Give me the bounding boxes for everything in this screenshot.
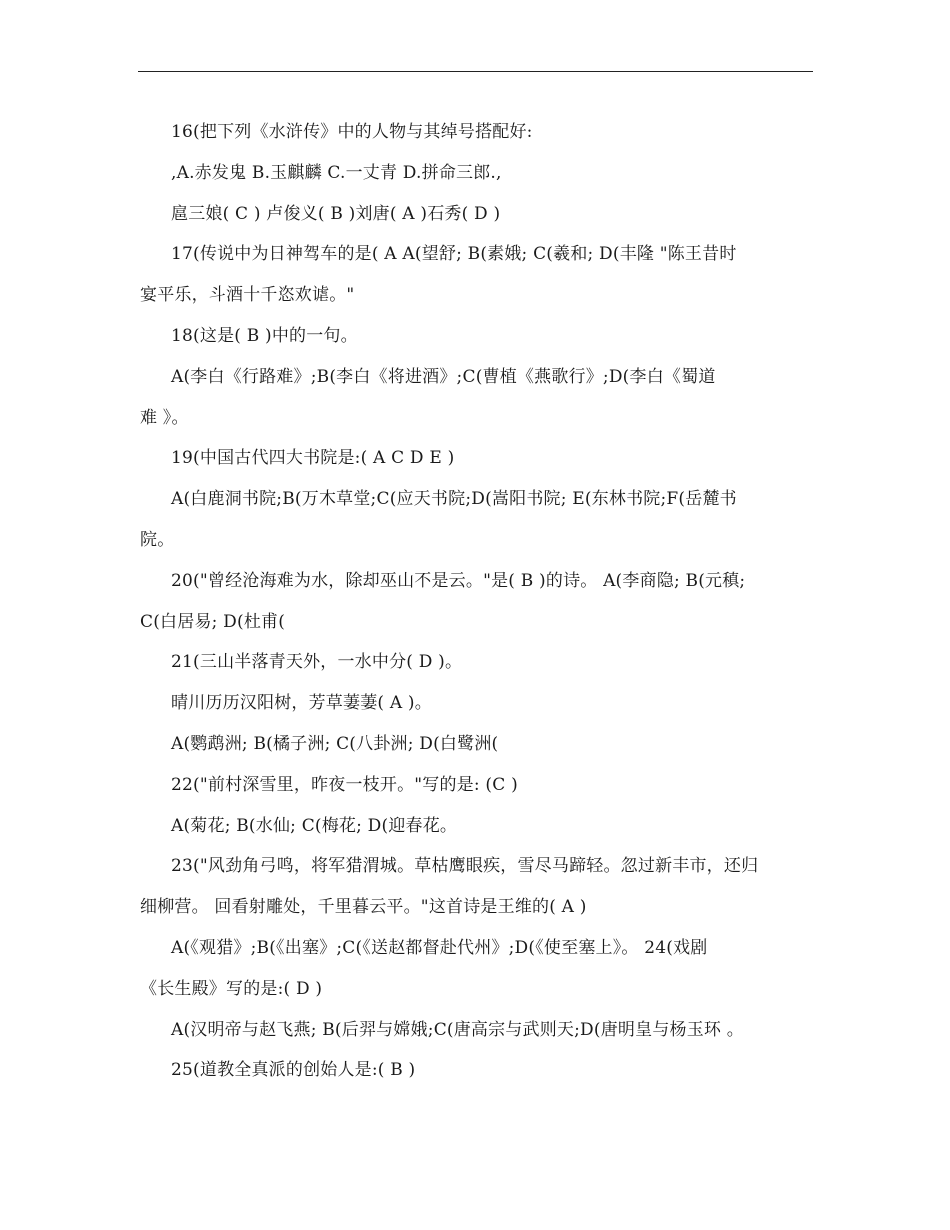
document-body: [140, 122, 812, 1101]
text-line: 20("曾经沧海难为水，除却巫山不是云。"是( B )的诗。 A(李商隐; B(元稹;: [171, 570, 746, 591]
text-line: A(汉明帝与赵飞燕; B(后羿与嫦娥;C(唐高宗与武则天;D(唐明皇与杨玉环 。: [171, 1019, 744, 1040]
header-rule: [138, 71, 813, 72]
text-line: 扈三娘( C ) 卢俊义( B )刘唐( A )石秀( D ): [171, 203, 501, 224]
text-line: A(菊花; B(水仙; C(梅花; D(迎春花。: [171, 815, 458, 836]
text-line: C(白居易; D(杜甫(: [140, 611, 286, 632]
text-line: 晴川历历汉阳树，芳草萋萋( A )。: [171, 693, 432, 714]
text-line: 17(传说中为日神驾车的是( A A(望舒; B(素娥; C(羲和; D(丰隆 "陈王昔时: [171, 244, 737, 265]
text-line: 23("风劲角弓鸣，将军猎渭城。草枯鹰眼疾，雪尽马蹄轻。忽过新丰市，还归: [171, 856, 759, 877]
text-line: 21(三山半落青天外，一水中分( D )。: [171, 652, 463, 673]
text-line: 19(中国古代四大书院是:( A C D E ): [171, 448, 455, 469]
text-line: 25(道教全真派的创始人是:( B ): [171, 1060, 416, 1081]
text-line: A(白鹿洞书院;B(万木草堂;C(应天书院;D(嵩阳书院; E(东林书院;F(岳麓书: [171, 489, 737, 510]
text-line: A(《观猎》;B(《出塞》;C(《送赵都督赴代州》;D(《使至塞上》。 24(戏剧: [171, 937, 708, 958]
text-line: 22("前村深雪里，昨夜一枝开。"写的是: (C ): [171, 774, 518, 795]
text-line: 18(这是( B )中的一句。: [171, 325, 358, 346]
text-line: 宴平乐，斗酒十千恣欢谑。": [140, 285, 355, 306]
text-line: 16(把下列《水浒传》中的人物与其绰号搭配好:: [171, 122, 533, 142]
text-line: 细柳营。 回看射雕处，千里暮云平。"这首诗是王维的( A ): [140, 897, 587, 918]
text-line: 院。: [140, 529, 175, 550]
text-line: 难 》。: [140, 407, 189, 428]
text-line: ,A.赤发鬼 B.玉麒麟 C.一丈青 D.拼命三郎.,: [171, 162, 502, 183]
text-line: 《长生殿》写的是:( D ): [140, 978, 323, 999]
text-line: A(鹦鹉洲; B(橘子洲; C(八卦洲; D(白鹭洲(: [171, 733, 499, 754]
text-line: A(李白《行路难》;B(李白《将进酒》;C(曹植《燕歌行》;D(李白《蜀道: [171, 366, 716, 387]
